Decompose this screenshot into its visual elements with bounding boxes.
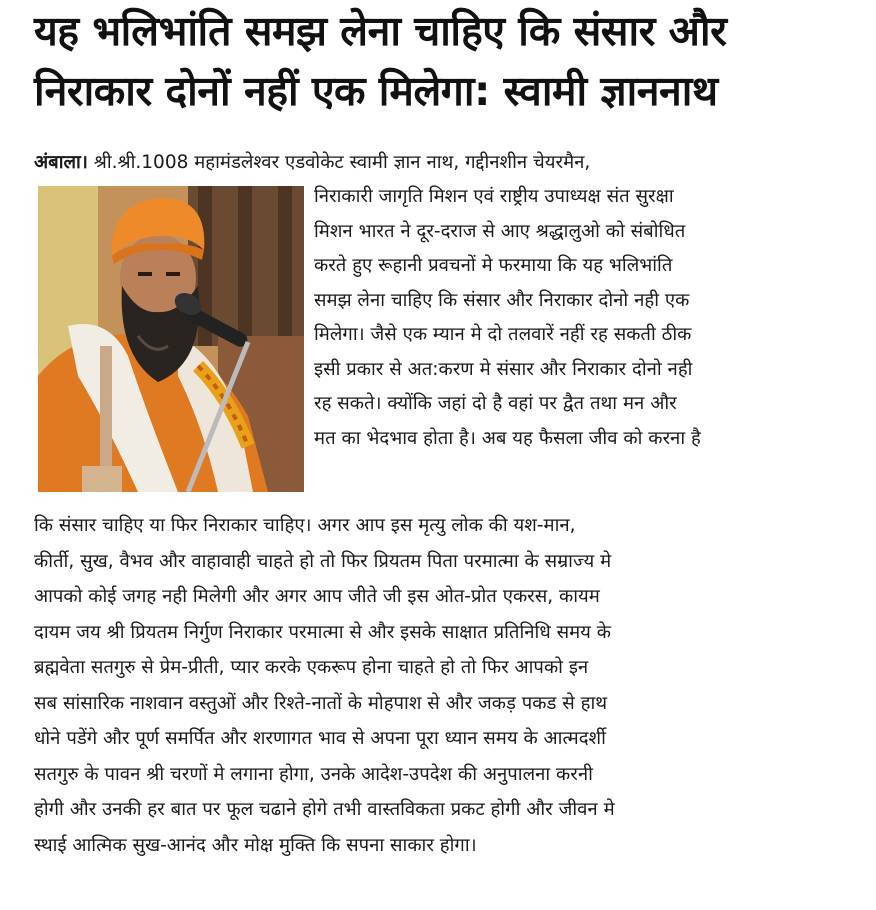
first-line-text: श्री.श्री.1008 महामंडलेश्वर एडवोकेट स्वामी ज्ञान नाथ, गद्दीनशीन चेयरमैन, xyxy=(93,152,591,173)
headline-line-1: यह भलिभांति समझ लेना चाहिए कि संसार और xyxy=(34,7,727,55)
body-line: सतगुरु के पावन श्री चरणों मे लगाना होगा, उनके आदेश-उपदेश की अनुपालना करनी xyxy=(34,763,593,785)
body-line: दायम जय श्री प्रियतम निर्गुण निराकार परमात्मा से और इसके साक्षात प्रतिनिधि समय के xyxy=(34,621,611,643)
body-line: स्थाई आत्मिक सुख-आनंद और मोक्ष मुक्ति कि सपना साकार होगा। xyxy=(34,834,477,856)
body-line: करते हुए रूहानी प्रवचनों मे फरमाया कि यह भलिभांति xyxy=(314,255,673,276)
body-line: कि संसार चाहिए या फिर निराकार चाहिए। अगर आप इस मृत्यु लोक की यश-मान, xyxy=(34,515,576,536)
body-line: समझ लेना चाहिए कि संसार और निराकार दोनो नही एक xyxy=(314,289,690,311)
body-line: मत का भेदभाव होता है। अब यह फैसला जीव को करना है xyxy=(314,427,701,449)
body-line: रह सकते। क्योंकि जहां दो है वहां पर द्वैत तथा मन और xyxy=(314,393,677,414)
text-wrapped-beside-photo xyxy=(314,180,859,456)
body-line: होगी और उनकी हर बात पर फूल चढाने होगे तभी वास्तविकता प्रकट होगी और जीवन मे xyxy=(34,799,615,820)
body-line: मिलेगा। जैसे एक म्यान मे दो तलवारें नहीं रह सकती ठीक xyxy=(314,324,692,345)
body-line: इसी प्रकार से अत:करण मे संसार और निराकार दोनो नही xyxy=(314,358,693,380)
body-line: ब्रह्मवेता सतगुरु से प्रेम-प्रीती, प्यार करके एकरूप होना चाहते हो तो फिर आपको इन xyxy=(34,657,589,678)
body-line: मिशन भारत ने दूर-दराज से आए श्रद्धालुओ को संबोधित xyxy=(314,220,686,242)
body-line: आपको कोई जगह नही मिलेगी और अगर आप जीते जी इस ओत-प्रोत एकरस, कायम xyxy=(34,586,600,607)
body-line: कीर्ती, सुख, वैभव और वाहावाही चाहते हो तो फिर प्रियतम पिता परमात्मा के सम्राज्य मे xyxy=(34,550,612,572)
text-full-width xyxy=(34,508,859,863)
body-line: धोने पडेंगे और पूर्ण समर्पित और शरणागत भाव से अपना पूरा ध्यान समय के आत्मदर्शी xyxy=(34,728,606,749)
body-line: निराकारी जागृति मिशन एवं राष्ट्रीय उपाध्यक्ष संत सुरक्षा xyxy=(314,186,674,207)
swami-photo xyxy=(38,186,304,492)
first-line xyxy=(34,148,854,178)
headline xyxy=(34,2,854,122)
headline-line-2: निराकार दोनों नहीं एक मिलेगा: स्वामी ज्ञाननाथ xyxy=(34,67,718,115)
body-line: सब सांसारिक नाशवान वस्तुओं और रिश्ते-नातों के मोहपाश से और जकड़ पकड से हाथ xyxy=(34,692,608,714)
dateline: अंबाला। xyxy=(34,152,88,173)
